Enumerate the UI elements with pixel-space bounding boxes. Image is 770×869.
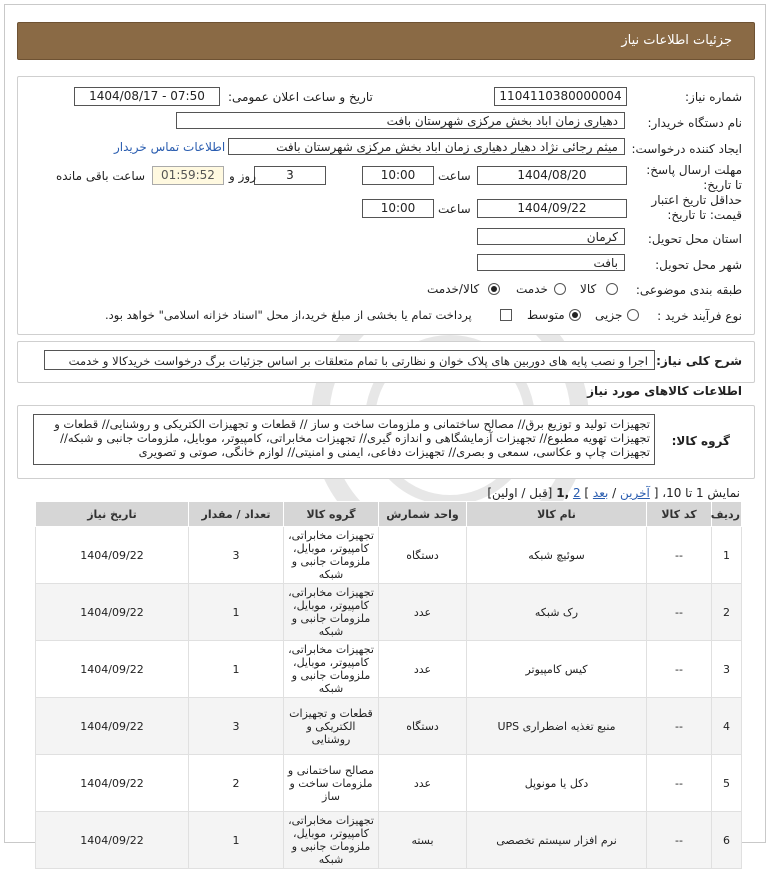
cell-group: قطعات و تجهیزات الکتریکی و روشنایی [284,698,379,755]
category-goods-label: کالا [580,282,597,296]
cell-date: 1404/09/22 [36,755,189,812]
announce-label: تاریخ و ساعت اعلان عمومی: [228,90,373,104]
validity-date-field: 1404/09/22 [477,199,627,218]
days-label: روز و [229,169,256,183]
col-row-header: ردیف [712,502,742,527]
page-title: جزئیات اطلاعات نیاز [621,33,732,48]
pager-next-link[interactable]: بعد [592,486,609,500]
cell-row-number: 1 [712,527,742,584]
creator-label: ایجاد کننده درخواست: [631,142,742,156]
description-label: شرح کلی نیاز: [656,354,742,368]
cell-name: منبع تغذیه اضطراری UPS [467,698,647,755]
process-label: نوع فرآیند خرید : [657,309,742,323]
deadline-label: مهلت ارسال پاسخ: تا تاریخ: [646,163,742,192]
col-date-header: تاریخ نیاز [36,502,189,527]
table-row [36,812,742,869]
need-number-field: 1104110380000004 [494,87,627,106]
process-minor-label: جزیی [595,308,623,322]
category-label: طبقه بندی موضوعی: [635,283,742,297]
category-goods-service-label: کالا/خدمت [427,282,480,296]
cell-date: 1404/09/22 [36,527,189,584]
cell-qty: 3 [189,698,284,755]
cell-unit: عدد [379,584,467,641]
cell-code: -- [647,812,712,869]
remaining-label: ساعت باقی مانده [56,169,146,183]
need-number-label: شماره نیاز: [685,90,742,104]
cell-unit: عدد [379,755,467,812]
validity-time-field: 10:00 [362,199,434,218]
goods-group-label: گروه کالا: [671,434,730,448]
announce-field: 1404/08/17 - 07:50 [74,87,220,106]
cell-unit: عدد [379,641,467,698]
city-field: بافت [477,254,625,271]
province-label: استان محل تحویل: [647,232,742,246]
cell-date: 1404/09/22 [36,812,189,869]
goods-table [35,501,742,869]
col-qty-header: تعداد / مقدار [189,502,284,527]
cell-date: 1404/09/22 [36,698,189,755]
cell-date: 1404/09/22 [36,641,189,698]
cell-code: -- [647,755,712,812]
table-row [36,584,742,641]
category-goods-radio[interactable] [606,283,618,295]
cell-code: -- [647,584,712,641]
process-minor-radio[interactable] [627,309,639,321]
category-service-radio[interactable] [554,283,566,295]
validity-time-label: ساعت [438,202,471,216]
cell-group: تجهیزات مخابراتی، کامپیوتر، موبایل، ملزومات جانبی و شبکه [284,641,379,698]
cell-qty: 1 [189,641,284,698]
treasury-checkbox[interactable] [500,309,512,321]
cell-unit: بسته [379,812,467,869]
cell-name: کیس کامپیوتر [467,641,647,698]
goods-group-field: تجهیزات تولید و توزیع برق// مصالح ساختمانی و ملزومات ساخت و ساز // قطعات و تجهیزات الکتریکی و روشنایی// قطعات و تجهیزات تهویه مطبوع// تجهیزات آزمایشگاهی و اندازه گیری// تجهیزات مخابراتی، کامپیوتر، موبایل، ملزومات جانبی و شبکه// تجهیزات چاپ و عکاسی، سمعی و بصری// تجهیزات دفاعی، ایمنی و امنیتی// لوازم خانگی، صوتی و تصویری [33,414,655,465]
buyer-org-field: دهیاری زمان اباد بخش مرکزی شهرستان بافت [176,112,625,129]
cell-row-number: 2 [712,584,742,641]
buyer-org-label: نام دستگاه خریدار: [647,116,742,130]
description-field: اجرا و نصب پایه های دوربین های پلاک خوان و نظارتی با تمام متعلقات بر اساس جزئیات برگ درخواست خریدکالا و خدمت [44,350,655,370]
cell-group: مصالح ساختمانی و ملزومات ساخت و ساز [284,755,379,812]
cell-group: تجهیزات مخابراتی، کامپیوتر، موبایل، ملزومات جانبی و شبکه [284,812,379,869]
cell-name: سوئیچ شبکه [467,527,647,584]
buyer-contact-link[interactable]: اطلاعات تماس خریدار [114,140,226,154]
table-row [36,698,742,755]
category-service-label: خدمت [516,282,548,296]
deadline-date-field: 1404/08/20 [477,166,627,185]
pager-showing: نمایش 1 تا 10، [662,486,740,500]
cell-qty: 1 [189,812,284,869]
cell-code: -- [647,641,712,698]
page-title-bar [17,22,755,60]
pagination: نمایش 1 تا 10، [ آخرین / بعد ] 2 ,1 [قبل / اولین] [487,486,740,500]
col-name-header: نام کالا [467,502,647,527]
cell-row-number: 5 [712,755,742,812]
table-row [36,755,742,812]
province-field: کرمان [477,228,625,245]
goods-table-header [36,502,742,527]
col-unit-header: واحد شمارش [379,502,467,527]
creator-field: میثم رجائی نژاد دهیار دهیاری زمان اباد بخش مرکزی شهرستان بافت [228,138,625,155]
cell-name: نرم افزار سیستم تخصصی [467,812,647,869]
treasury-note: پرداخت تمام یا بخشی از مبلغ خرید،از محل "اسناد خزانه اسلامی" خواهد بود. [105,308,472,322]
cell-unit: دستگاه [379,698,467,755]
cell-qty: 1 [189,584,284,641]
col-code-header: کد کالا [647,502,712,527]
goods-section-title: اطلاعات کالاهای مورد نیاز [587,384,742,398]
days-field: 3 [254,166,326,185]
cell-qty: 3 [189,527,284,584]
city-label: شهر محل تحویل: [655,258,742,272]
cell-qty: 2 [189,755,284,812]
deadline-time-label: ساعت [438,169,471,183]
cell-group: تجهیزات مخابراتی، کامپیوتر، موبایل، ملزومات جانبی و شبکه [284,584,379,641]
cell-unit: دستگاه [379,527,467,584]
pager-prev-first: [قبل / اولین] [487,486,553,500]
cell-row-number: 6 [712,812,742,869]
cell-group: تجهیزات مخابراتی، کامپیوتر، موبایل، ملزومات جانبی و شبکه [284,527,379,584]
validity-label: حداقل تاریخ اعتبار قیمت: تا تاریخ: [651,193,742,222]
cell-code: -- [647,527,712,584]
pager-current-page: 1 [556,486,565,500]
cell-code: -- [647,698,712,755]
pager-page-2-link[interactable]: 2 [572,486,581,500]
category-goods-service-radio[interactable] [488,283,500,295]
cell-row-number: 3 [712,641,742,698]
process-medium-label: متوسط [527,308,565,322]
cell-name: دکل یا مونوپل [467,755,647,812]
cell-name: رک شبکه [467,584,647,641]
deadline-time-field: 10:00 [362,166,434,185]
col-group-header: گروه کالا [284,502,379,527]
pager-last-link[interactable]: آخرین [620,486,650,500]
cell-date: 1404/09/22 [36,584,189,641]
cell-row-number: 4 [712,698,742,755]
table-row [36,527,742,584]
table-row [36,641,742,698]
remaining-time-field: 01:59:52 [152,166,224,185]
process-medium-radio[interactable] [569,309,581,321]
